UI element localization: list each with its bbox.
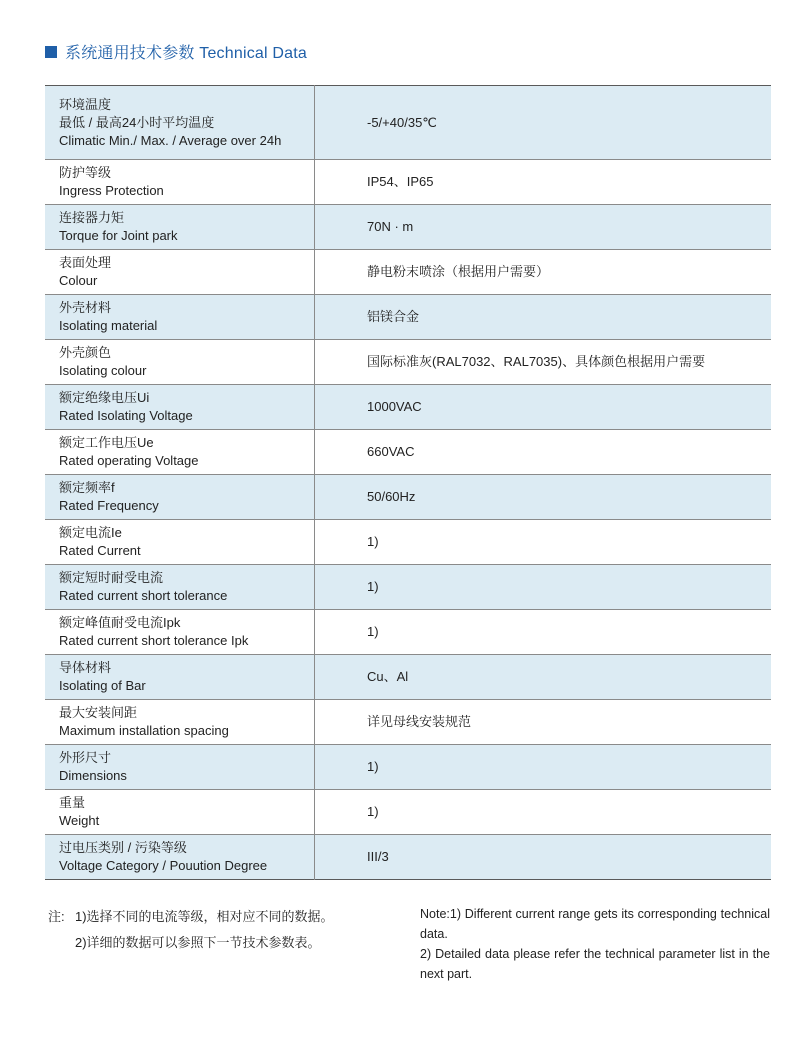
param-cell [45, 430, 315, 475]
param-cn: 导体材料 [59, 660, 112, 675]
param-cn: 额定工作电压Ue [59, 435, 154, 450]
table-row [45, 340, 771, 385]
table-row [45, 430, 771, 475]
param-cell [45, 520, 315, 565]
table-row [45, 565, 771, 610]
note-en-line-2: 2) Detailed data please refer the technical parameter list in the next part. [420, 947, 770, 981]
param-en: Voltage Category / Pouution Degree [59, 858, 268, 873]
value-cell: 70N · m [315, 205, 772, 250]
section-bullet-icon [45, 46, 57, 58]
table-row [45, 745, 771, 790]
param-cn: 额定绝缘电压Ui [59, 390, 150, 405]
param-cell [45, 160, 315, 205]
param-en: Rated Current [59, 543, 141, 558]
value-cell: 1) [315, 790, 772, 835]
param-cn: 最大安装间距 [59, 705, 138, 720]
param-cell [45, 790, 315, 835]
param-en: Isolating colour [59, 363, 147, 378]
param-cell [45, 655, 315, 700]
param-cell [45, 700, 315, 745]
param-en: Isolating of Bar [59, 678, 146, 693]
table-row [45, 520, 771, 565]
param-cn: 外壳材料 [59, 300, 112, 315]
param-cell [45, 205, 315, 250]
param-cell [45, 295, 315, 340]
param-en: Rated current short tolerance [59, 588, 228, 603]
param-cn: 连接器力矩 [59, 210, 125, 225]
param-cell [45, 250, 315, 295]
table-row [45, 475, 771, 520]
param-cell [45, 745, 315, 790]
param-cn: 外形尺寸 [59, 750, 112, 765]
note-cn-line-1: 1)选择不同的电流等级，相对应不同的数据。 [75, 909, 334, 924]
param-cell [45, 340, 315, 385]
note-cn-1 [48, 904, 334, 930]
section-title: 系统通用技术参数 Technical Data [65, 45, 307, 62]
param-cell [45, 475, 315, 520]
param-en: Rated Isolating Voltage [59, 408, 193, 423]
value-cell: 静电粉末喷涂（根据用户需要） [315, 250, 772, 295]
param-cn: 额定峰值耐受电流Ipk [59, 615, 181, 630]
value-cell: 1) [315, 520, 772, 565]
value-cell: 铝镁合金 [315, 295, 772, 340]
param-cn: 外壳颜色 [59, 345, 112, 360]
value-cell: 国际标准灰(RAL7032、RAL7035)、具体颜色根据用户需要 [315, 340, 772, 385]
param-cn: 环境温度 [59, 96, 112, 112]
param-en: Rated operating Voltage [59, 453, 199, 468]
value-cell: 660VAC [315, 430, 772, 475]
param-en: Colour [59, 273, 98, 288]
param-cn-sub: 最低 / 最高24小时平均温度 [59, 114, 215, 130]
param-en: Maximum installation spacing [59, 723, 229, 738]
table-row [45, 160, 771, 205]
param-cn: 表面处理 [59, 255, 112, 270]
value-cell: 1000VAC [315, 385, 772, 430]
technical-data-table [45, 85, 771, 880]
param-en: Climatic Min./ Max. / Average over 24h [59, 132, 282, 148]
param-en: Torque for Joint park [59, 228, 178, 243]
table-row [45, 790, 771, 835]
value-cell: Cu、Al [315, 655, 772, 700]
table-row [45, 835, 771, 880]
table-row [45, 385, 771, 430]
section-header [45, 40, 307, 63]
param-cell [45, 385, 315, 430]
value-cell: 详见母线安装规范 [315, 700, 772, 745]
value-cell: 50/60Hz [315, 475, 772, 520]
table-row [45, 205, 771, 250]
table-row [45, 295, 771, 340]
value-cell: -5/+40/35℃ [315, 86, 772, 160]
value-cell: 1) [315, 610, 772, 655]
param-cell [45, 565, 315, 610]
param-en: Ingress Protection [59, 183, 164, 198]
param-en: Isolating material [59, 318, 158, 333]
notes-cn [48, 904, 334, 956]
param-cn: 额定频率f [59, 480, 115, 495]
param-cn: 防护等级 [59, 165, 112, 180]
value-cell: IP54、IP65 [315, 160, 772, 205]
param-en: Rated Frequency [59, 498, 159, 513]
table-row [45, 655, 771, 700]
note-label: 注: [48, 909, 65, 924]
value-cell: 1) [315, 745, 772, 790]
note-cn-line-2: 2)详细的数据可以参照下一节技术参数表。 [75, 935, 321, 950]
table-row [45, 250, 771, 295]
table-row [45, 86, 771, 160]
param-en: Rated current short tolerance Ipk [59, 633, 249, 648]
value-cell: III/3 [315, 835, 772, 880]
notes-en [420, 904, 770, 984]
param-en: Dimensions [59, 768, 127, 783]
table-row [45, 700, 771, 745]
param-cn: 额定短时耐受电流 [59, 570, 164, 585]
param-cell [45, 835, 315, 880]
note-en-line-1: Note:1) Different current range gets its corresponding technical data. [420, 907, 770, 941]
param-en: Weight [59, 813, 100, 828]
value-cell: 1) [315, 565, 772, 610]
table-row [45, 610, 771, 655]
param-cell [45, 610, 315, 655]
param-cell [45, 86, 315, 160]
param-cn: 额定电流Ie [59, 525, 122, 540]
param-cn: 过电压类别 / 污染等级 [59, 840, 187, 855]
param-cn: 重量 [59, 795, 86, 810]
